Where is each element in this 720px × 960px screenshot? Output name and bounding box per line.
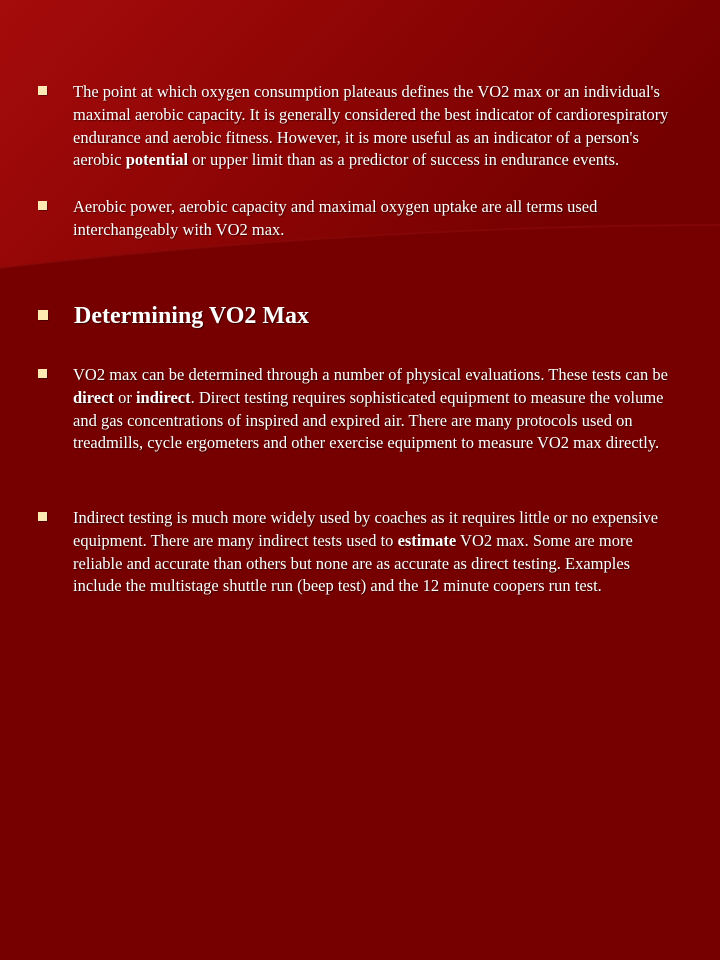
bullet-text: Indirect testing is much more widely used by coaches as it requires little or no expensive equipment. There are many indirect tests used to estimate VO2 max. Some are more reliable and accurate than others but none are as accurate as direct testing. Examples include the multistage shuttle run (beep test) and the 12 minute coopers run test.	[73, 508, 659, 596]
bullet-item-synonyms	[38, 196, 678, 242]
square-bullet-icon	[38, 310, 48, 320]
square-bullet-icon	[38, 201, 47, 210]
section-heading-text: Determining VO2 Max	[74, 303, 310, 329]
section-heading	[38, 301, 678, 331]
square-bullet-icon	[38, 512, 47, 521]
square-bullet-icon	[38, 86, 47, 95]
bullet-text: The point at which oxygen consumption plateaus defines the VO2 max or an individual's maximal aerobic capacity. It is generally considered the best indicator of cardiorespiratory endurance and aerobic fitness. However, it is more useful as an indicator of a person's aerobic potential or upper limit than as a predictor of success in endurance events.	[73, 82, 669, 170]
bullet-text: Aerobic power, aerobic capacity and maximal oxygen uptake are all terms used interchangeably with VO2 max.	[73, 197, 598, 239]
square-bullet-icon	[38, 369, 47, 378]
bullet-text: VO2 max can be determined through a number of physical evaluations. These tests can be direct or indirect. Direct testing requires sophisticated equipment to measure the volume and gas concentrations of inspired and expired air. There are many protocols used on treadmills, cycle ergometers and other exercise equipment to measure VO2 max directly.	[73, 365, 668, 453]
bullet-item-indirect-testing	[38, 507, 678, 598]
bullet-item-vo2-definition	[38, 81, 678, 172]
bullet-item-direct-testing	[38, 364, 678, 455]
